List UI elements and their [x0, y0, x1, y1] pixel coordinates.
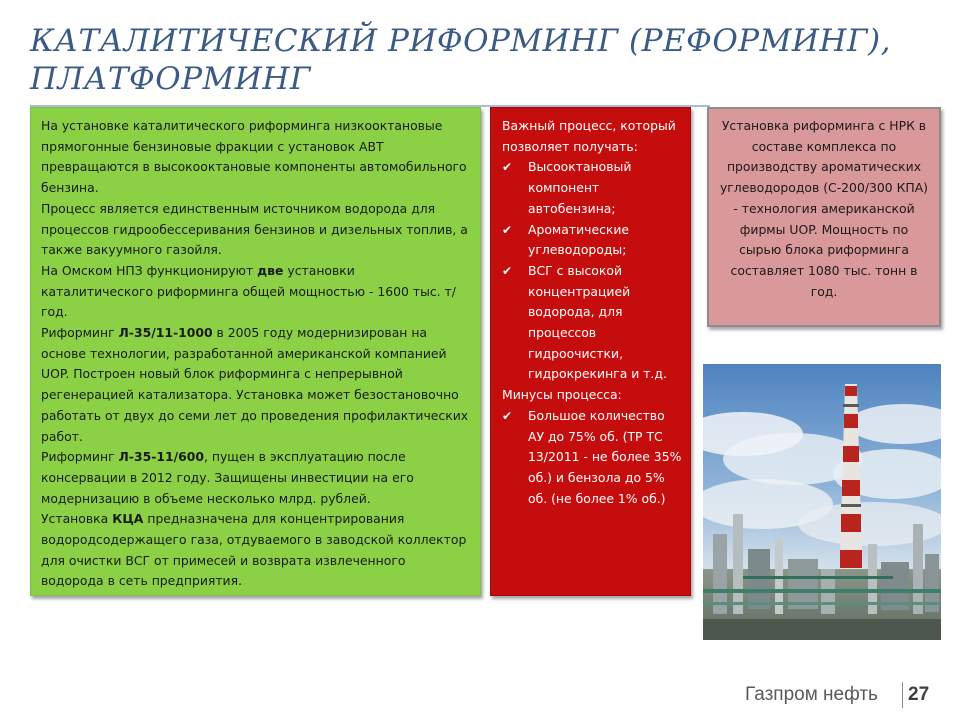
paragraph-kca — [41, 509, 470, 592]
page-number: 27 — [908, 684, 930, 705]
list-item-text: ВСГ с высокой концентрацией водорода, для процессов гидроочистки, гидрокрекинга и т.д. — [528, 262, 667, 382]
cons-title: Минусы процесса: — [502, 387, 622, 403]
footer-brand: Газпром нефть — [745, 684, 878, 705]
text-bold: Л-35/11-1000 — [118, 325, 213, 341]
check-icon: ✔ — [502, 263, 513, 278]
process-pros-cons-box — [490, 107, 691, 596]
paragraph-hydrogen-source: Процесс является единственным источником водорода для процессов гидрообессеривания бензинов и дизельных топлив, а также вакуумного газойля. — [41, 200, 468, 258]
list-item-text: Большое количество АУ до 75% об. (ТР ТС 13/2011 - не более 35% об.) и бензола до 5% об. (не более 1% об.) — [528, 407, 682, 506]
text-bold: две — [257, 262, 284, 278]
text-segment: , пущен в эксплуатацию после консервации в 2012 году. Защищены инвестиции на его модернизацию в объеме несколько млрд. рублей. — [41, 449, 414, 506]
pros-intro: Важный процесс, который позволяет получать: — [502, 118, 676, 154]
page-title — [30, 22, 910, 98]
text-segment: в 2005 году модернизирован на основе технологии, разработанной американской компанией UOP. Построен новый блок риформинга с непрерывной регенерацией катализатора. Установка может безостановочно работать от двух до семи лет до проведения профилактических работ. — [41, 325, 469, 444]
pros-list — [502, 157, 682, 385]
page-title-line1: КАТАЛИТИЧЕСКИЙ РИФОРМИНГ (РЕФОРМИНГ), — [30, 23, 891, 59]
list-item-text: Ароматические углеводороды; — [528, 221, 630, 258]
list-item — [502, 261, 682, 385]
list-item — [502, 406, 682, 510]
cons-list — [502, 406, 682, 510]
text-bold: Л-35-11/600 — [118, 449, 204, 465]
text-bold: КЦА — [112, 511, 144, 527]
text-segment: На Омском НПЗ функционируют — [41, 262, 258, 278]
list-item-text: Высооктановый компонент автобензина; — [528, 159, 632, 216]
check-icon: ✔ — [502, 222, 513, 237]
text-segment: предназначена для концентрирования водородсодержащего газа, отдуваемого в заводской коллектор для очистки ВСГ от примесей и возврата извлеченного водорода в сеть предприятия. — [41, 511, 467, 589]
description-box — [30, 107, 481, 596]
refinery-photo — [703, 364, 941, 640]
aromatics-complex-text: Установка риформинга с НРК в составе комплекса по производству ароматических углеводородов (С-200/300 КПА) - технология американской фирмы UOP. Мощность по сырью блока риформинга составляет 1080 тыс. тонн в год. — [719, 118, 929, 299]
aromatics-complex-box — [707, 107, 941, 327]
paragraph-intro: На установке каталитического риформинга низкооктановые прямогонные бензиновые фракции с установок АВТ превращаются в высокооктановые компоненты автомобильного бензина. — [41, 118, 467, 196]
check-icon: ✔ — [502, 408, 513, 423]
text-segment: Риформинг — [41, 449, 119, 465]
list-item — [502, 157, 682, 219]
list-item — [502, 220, 682, 261]
page-title-line2: ПЛАТФОРМИНГ — [30, 61, 311, 97]
paragraph-omsk-units — [41, 261, 470, 323]
paragraph-l35-600 — [41, 447, 470, 509]
check-icon: ✔ — [502, 160, 513, 175]
footer-separator — [902, 682, 903, 708]
paragraph-l35-1000 — [41, 323, 470, 447]
refinery-photo-drawing — [703, 364, 941, 640]
text-segment: Установка — [41, 511, 113, 527]
text-segment: Риформинг — [41, 325, 119, 341]
text-segment: установки каталитического риформинга общей мощностью - 1600 тыс. т/год. — [41, 262, 456, 320]
